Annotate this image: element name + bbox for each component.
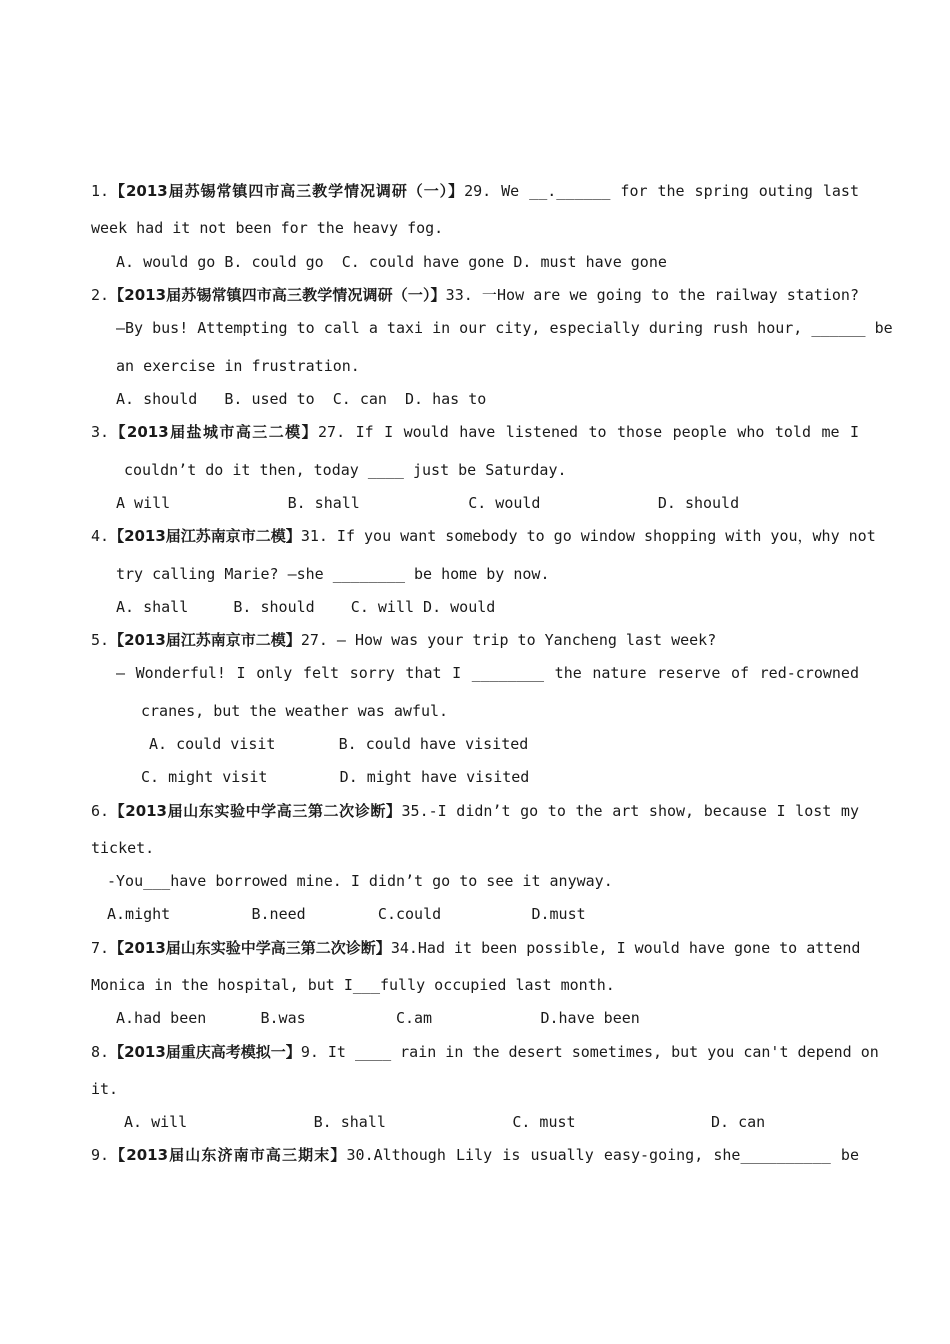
question-3-options: A will B. shall C. would D. should — [116, 494, 740, 512]
question-2-line-2: —By bus! Attempting to call a taxi in our city, especially during rush hour, ______ be — [116, 319, 893, 337]
question-9-source: 【2013届山东济南市高三期末】 — [109, 1146, 347, 1164]
question-5-options-ab: A. could visit B. could have visited — [149, 735, 529, 753]
question-2-options: A. should B. used to C. can D. has to — [116, 390, 487, 408]
question-1-line-1: 1.【2013届苏锡常镇四市高三教学情况调研（一）】29. We __.______ for the spring outing last — [91, 182, 859, 200]
question-8-options: A. will B. shall C. must D. can — [124, 1113, 766, 1131]
question-8-line-1: 8.【2013届重庆高考模拟一】9. It ____ rain in the desert sometimes, but you can't depend on — [91, 1043, 879, 1061]
question-7-source: 【2013届山东实验中学高三第二次诊断】 — [109, 939, 391, 957]
question-6-source: 【2013届山东实验中学高三第二次诊断】 — [109, 802, 402, 820]
question-5-line-2: — Wonderful! I only felt sorry that I ________ the nature reserve of red-crowned — [116, 664, 859, 682]
question-3-source: 【2013届盐城市高三二模】 — [109, 423, 319, 441]
question-6-line-2: ticket. — [91, 839, 155, 857]
question-9-line-1: 9.【2013届山东济南市高三期末】30.Although Lily is usually easy-going, she__________ be — [91, 1146, 859, 1164]
question-4-source: 【2013届江苏南京市二模】 — [109, 527, 301, 545]
question-6-options: A.might B.need C.could D.must — [107, 905, 586, 923]
question-6-line-3: -You___have borrowed mine. I didn’t go to see it anyway. — [107, 872, 613, 890]
question-6-line-1: 6.【2013届山东实验中学高三第二次诊断】35.-I didn’t go to the art show, because I lost my — [91, 802, 859, 820]
question-1-line-2: week had it not been for the heavy fog. — [91, 219, 444, 237]
question-2-line-1: 2.【2013届苏锡常镇四市高三教学情况调研（一）】33. 一How are we going to the railway station? — [91, 286, 859, 304]
question-7-line-2: Monica in the hospital, but I___fully occupied last month. — [91, 976, 615, 994]
question-5-options-cd: C. might visit D. might have visited — [141, 768, 530, 786]
question-3-line-2: couldn’t do it then, today ____ just be Saturday. — [124, 461, 567, 479]
question-7-options: A.had been B.was C.am D.have been — [116, 1009, 640, 1027]
question-4-options: A. shall B. should C. will D. would — [116, 598, 496, 616]
question-3-line-1: 3.【2013届盐城市高三二模】27. If I would have listened to those people who told me I — [91, 423, 859, 441]
question-1-options: A. would go B. could go C. could have gone D. must have gone — [116, 253, 667, 271]
question-7-line-1: 7.【2013届山东实验中学高三第二次诊断】34.Had it been possible, I would have gone to attend — [91, 939, 861, 957]
question-2-source: 【2013届苏锡常镇四市高三教学情况调研（一）】 — [109, 286, 446, 304]
question-8-line-2: it. — [91, 1080, 119, 1098]
question-5-source: 【2013届江苏南京市二模】 — [109, 631, 301, 649]
question-4-line-2: try calling Marie? —she ________ be home by now. — [116, 565, 550, 583]
question-5-line-3: cranes, but the weather was awful. — [141, 702, 449, 720]
question-5-line-1: 5.【2013届江苏南京市二模】27. — How was your trip to Yancheng last week? — [91, 631, 717, 649]
question-4-line-1: 4.【2013届江苏南京市二模】31. If you want somebody to go window shopping with you，why not — [91, 527, 876, 545]
question-2-line-3: an exercise in frustration. — [116, 357, 360, 375]
question-8-source: 【2013届重庆高考模拟一】 — [109, 1043, 301, 1061]
question-1-source: 【2013届苏锡常镇四市高三教学情况调研（一）】 — [109, 182, 465, 200]
